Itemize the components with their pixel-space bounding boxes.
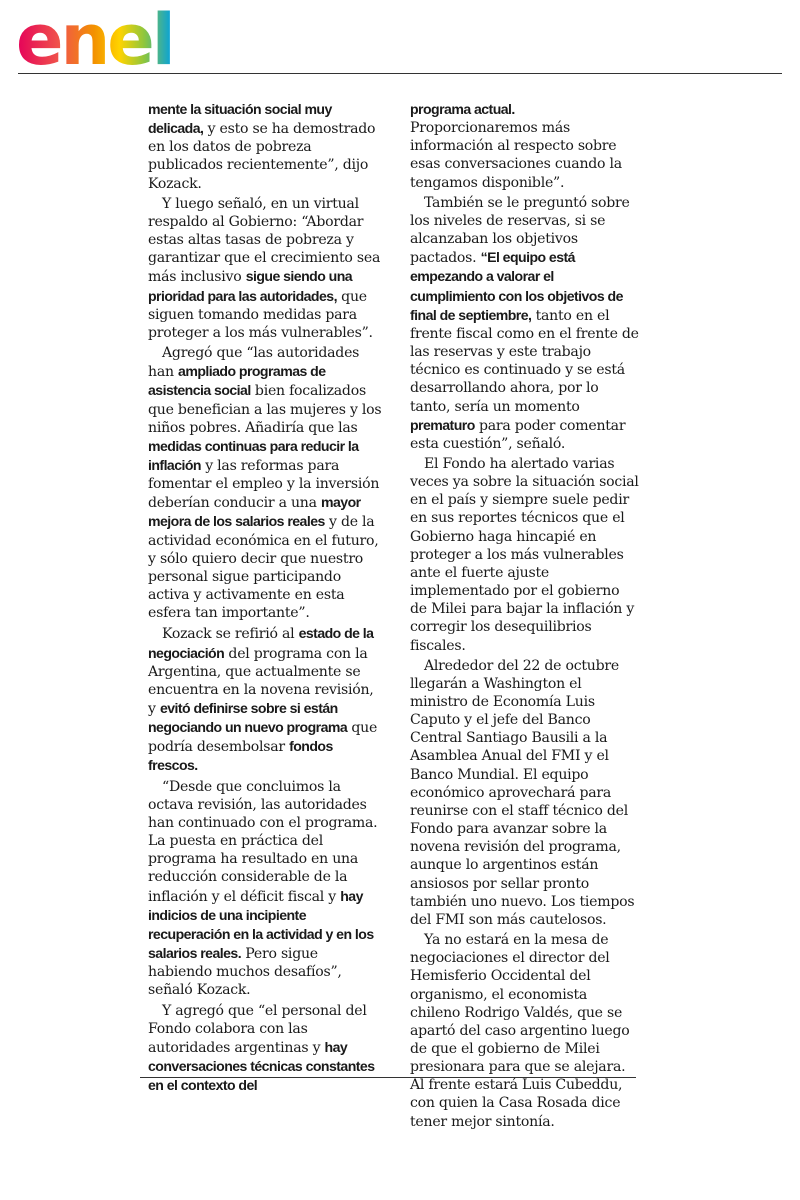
bold-highlight: fondos frescos. [148,738,333,774]
bold-highlight: mente la situación social muy delicada, [148,101,332,137]
enel-logo [16,8,181,70]
article-paragraph [148,1002,384,1096]
article-paragraph [410,657,640,929]
bold-highlight: programa actual. [410,101,515,117]
article-paragraph [410,100,640,192]
text-segment: Pero sigue habiendo muchos desafíos”, señaló Kozack. [148,946,342,999]
text-segment: que siguen tomando medidas para proteger a los más vulnerables”. [148,288,373,341]
text-segment: para poder comentar esta cuestión”, señaló. [410,417,626,452]
bold-highlight: medidas continuas para reducir la inflación [148,437,359,473]
article-paragraph [410,455,640,655]
bold-highlight: mayor mejora de los salarios reales [148,494,361,530]
text-segment: El Fondo ha alertado varias veces ya sobre la situación social en el país y siempre suele pedir en sus reportes técnicos que el Gobierno haga hincapié en proteger a los más vulnerables ante el fuerte ajuste implementado por el gobierno de Milei para bajar la inflación y corregir los desequilibrios fiscales. [410,455,639,654]
article-paragraph [148,344,384,622]
article-paragraph [148,778,384,1000]
text-segment: y esto se ha demostrado en los datos de pobreza publicados recientemente”, dijo Kozack. [148,121,376,192]
bold-highlight: ampliado programas de asistencia social [148,363,326,399]
text-segment: que podría desembolsar [148,720,378,756]
svg-text:enel: enel [16,8,173,70]
text-segment: Alrededor del 22 de octubre llegarán a Washington el ministro de Economía Luis Caputo y el jefe del Banco Central Santiago Bausili a la Asamblea Anual del FMI y el Banco Mundial. El equipo económico aprovechará para reunirse con el staff técnico del Fondo para avanzar sobre la novena revisión del programa, aunque lo argentinos están ansiosos por sellar pronto también uno nuevo. Los tiempos del FMI son más cautelosos. [410,657,635,928]
bold-highlight: estado de la negociación [148,625,374,661]
text-segment: tanto en el frente fiscal como en el frente de las reservas y este trabajo técnico es continuado y se está desarrollando ahora, por lo tanto, sería un momento [410,307,639,415]
text-segment: Kozack se refirió al [162,626,299,643]
bold-highlight: sigue siendo una prioridad para las autoridades, [148,268,353,304]
article-paragraph [148,100,384,193]
header-rule [18,73,782,74]
article-paragraph [148,624,384,775]
article-column-right [410,100,640,1131]
text-segment: y las reformas para fomentar el empleo y la inversión deberían conducir a una [148,457,380,512]
bold-highlight: hay indicios de una incipiente recuperación en la actividad y en los salarios reales. [148,887,374,962]
text-segment: bien focalizados que benefician a las mujeres y los niños pobres. Añadiría que las [148,383,382,436]
article-paragraph [148,195,384,342]
text-segment: Y luego señaló, en un virtual respaldo al Gobierno: “Abordar estas altas tasas de pobreza y garantizar que el crecimiento sea más inclusivo [148,195,381,286]
bold-highlight: evitó definirse sobre si están negociando un nuevo programa [148,700,348,736]
text-segment: Agregó que “las autoridades han [148,345,360,381]
text-segment: y de la actividad económica en el futuro, y sólo quiero decir que nuestro personal sigue participando activa y activamente en esta esfera tan importante”. [148,514,379,622]
text-segment: También se le preguntó sobre los niveles de reservas, si se alcanzaban los objetivos pactados. [410,194,630,267]
article-column-left [148,100,384,1095]
bold-highlight: “El equipo está empezando a valorar el cumplimiento con los objetivos de final de septiembre, [410,249,623,323]
text-segment: Proporcionaremos más información al respecto sobre esas conversaciones cuando la tengamos disponible”. [410,120,622,191]
bold-highlight: hay conversaciones técnicas constantes en el contexto del [148,1038,375,1094]
text-segment: Ya no estará en la mesa de negociaciones el director del Hemisferio Occidental del organismo, el economista chileno Rodrigo Valdés, que se apartó del caso argentino luego de que el gobierno de Milei presionara para que se alejara. Al frente estará Luis Cubeddu, con quien la Casa Rosada dice tener mejor sintonía. [410,932,630,1130]
text-segment: “Desde que concluimos la octava revisión, las autoridades han continuado con el programa. La puesta en práctica del programa ha resultado en una reducción considerable de la inflación y el déficit fiscal y [148,778,378,905]
text-segment: del programa con la Argentina, que actualmente se encuentra en la novena revisión, y [148,645,374,717]
article-paragraph [410,194,640,453]
footer-rule [140,1077,636,1078]
bold-highlight: prematuro [410,416,475,433]
enel-logo-mark [16,8,181,70]
text-segment: Y agregó que “el personal del Fondo colabora con las autoridades argentinas y [148,1002,367,1056]
article-paragraph [410,931,640,1131]
